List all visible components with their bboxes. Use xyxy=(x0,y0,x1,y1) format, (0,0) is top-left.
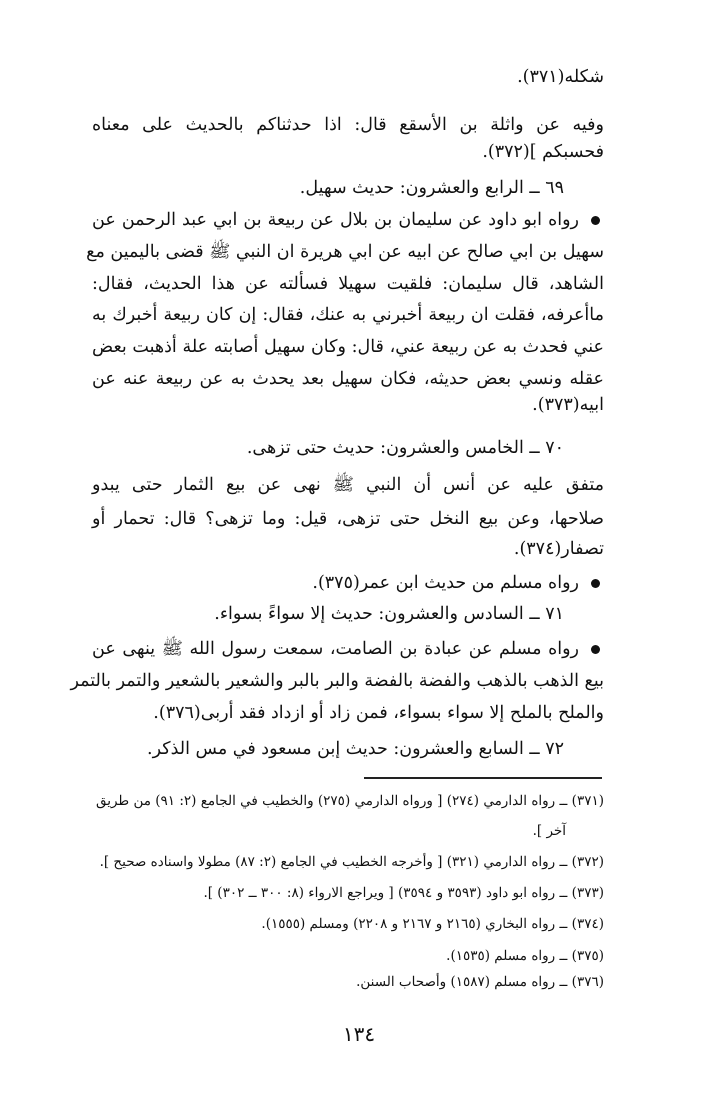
footnote: (٣٧٣) ــ رواه ابو داود (٣٥٩٣ و ٣٥٩٤) [ ويراجع الارواء (٨: ٣٠٠ ــ ٣٠٢) ]. xyxy=(203,885,604,901)
bullet-icon xyxy=(591,645,600,654)
text-line: فحسبكم ](٣٧٢). xyxy=(482,142,604,162)
bullet-text: رواه مسلم من حديث ابن عمر(٣٧٥). xyxy=(312,573,579,593)
text-line: تصفار(٣٧٤). xyxy=(513,539,604,559)
footnote: (٣٧٢) ــ رواه الدارمي (٣٢١) [ وأخرجه الخطيب في الجامع (٢: ٨٧) مطولا واسناده صحيح ]. xyxy=(99,854,604,870)
text-line: شكله(٣٧١). xyxy=(517,67,604,87)
footnote-continuation: آخر ]. xyxy=(532,823,566,839)
text-line: صلاحها، وعن بيع النخل حتى تزهى، قيل: وما تزهى؟ قال: تحمار أو xyxy=(92,509,604,529)
text-line: عني فحدث به عن ربيعة عني، قال: وكان سهيل أصابته علة أذهبت بعض xyxy=(92,337,604,357)
footnote-divider xyxy=(364,777,602,779)
text-line: ماأعرفه، فقلت ان ربيعة أخبرني به عنك، فقال: إن كان ربيعة أخبرك به xyxy=(92,305,604,325)
bullet-line xyxy=(92,641,604,659)
bullet-line xyxy=(92,575,604,593)
section-heading: ٧٠ ــ الخامس والعشرون: حديث حتى تزهى. xyxy=(246,438,564,458)
text-line: وفيه عن واثلة بن الأسقع قال: اذا حدثناكم بالحديث على معناه xyxy=(92,115,605,135)
bullet-icon xyxy=(591,579,600,588)
section-heading: ٦٩ ــ الرابع والعشرون: حديث سهيل. xyxy=(299,178,564,198)
footnote: (٣٧٦) ــ رواه مسلم (١٥٨٧) وأصحاب السنن. xyxy=(356,974,604,990)
section-heading: ٧٢ ــ السابع والعشرون: حديث إبن مسعود في مس الذكر. xyxy=(147,739,564,759)
text-line: عقله ونسي بعض حديثه، فكان سهيل بعد يحدث به عن ربيعة عنه عن xyxy=(92,369,604,389)
footnote: (٣٧١) ــ رواه الدارمي (٢٧٤) [ ورواه الدارمي (٢٧٥) والخطيب في الجامع (٢: ٩١) من طريق xyxy=(95,793,604,809)
bullet-line xyxy=(92,212,604,230)
section-heading: ٧١ ــ السادس والعشرون: حديث إلا سواءً بسواء. xyxy=(214,604,564,624)
text-line: سهيل بن ابي صالح عن ابيه عن ابي هريرة ان النبي ﷺ قضى باليمين مع xyxy=(86,242,604,262)
text-line: بيع الذهب بالذهب والفضة بالفضة والبر بالبر والشعير بالشعير والتمر بالتمر xyxy=(70,671,604,691)
page-number: ١٣٤ xyxy=(342,1022,376,1046)
bullet-icon xyxy=(591,216,600,225)
text-line: ابيه(٣٧٣). xyxy=(532,395,604,415)
text-line: متفق عليه عن أنس أن النبي ﷺ نهى عن بيع الثمار حتى يبدو xyxy=(92,475,604,495)
text-line: الشاهد، قال سليمان: فلقيت سهيلا فسألته عن هذا الحديث، فقال: xyxy=(92,274,604,294)
footnote: (٣٧٥) ــ رواه مسلم (١٥٣٥). xyxy=(446,948,604,964)
text-line: والملح بالملح إلا سواء بسواء، فمن زاد أو ازداد فقد أربى(٣٧٦). xyxy=(153,703,604,723)
footnote: (٣٧٤) ــ رواه البخاري (٢١٦٥ و ٢١٦٧ و ٢٢٠٨) ومسلم (١٥٥٥). xyxy=(261,916,604,932)
bullet-text: رواه مسلم عن عبادة بن الصامت، سمعت رسول الله ﷺ ينهى عن xyxy=(92,639,580,659)
bullet-text: رواه ابو داود عن سليمان بن بلال عن ربيعة بن ابي عبد الرحمن عن xyxy=(92,210,579,230)
